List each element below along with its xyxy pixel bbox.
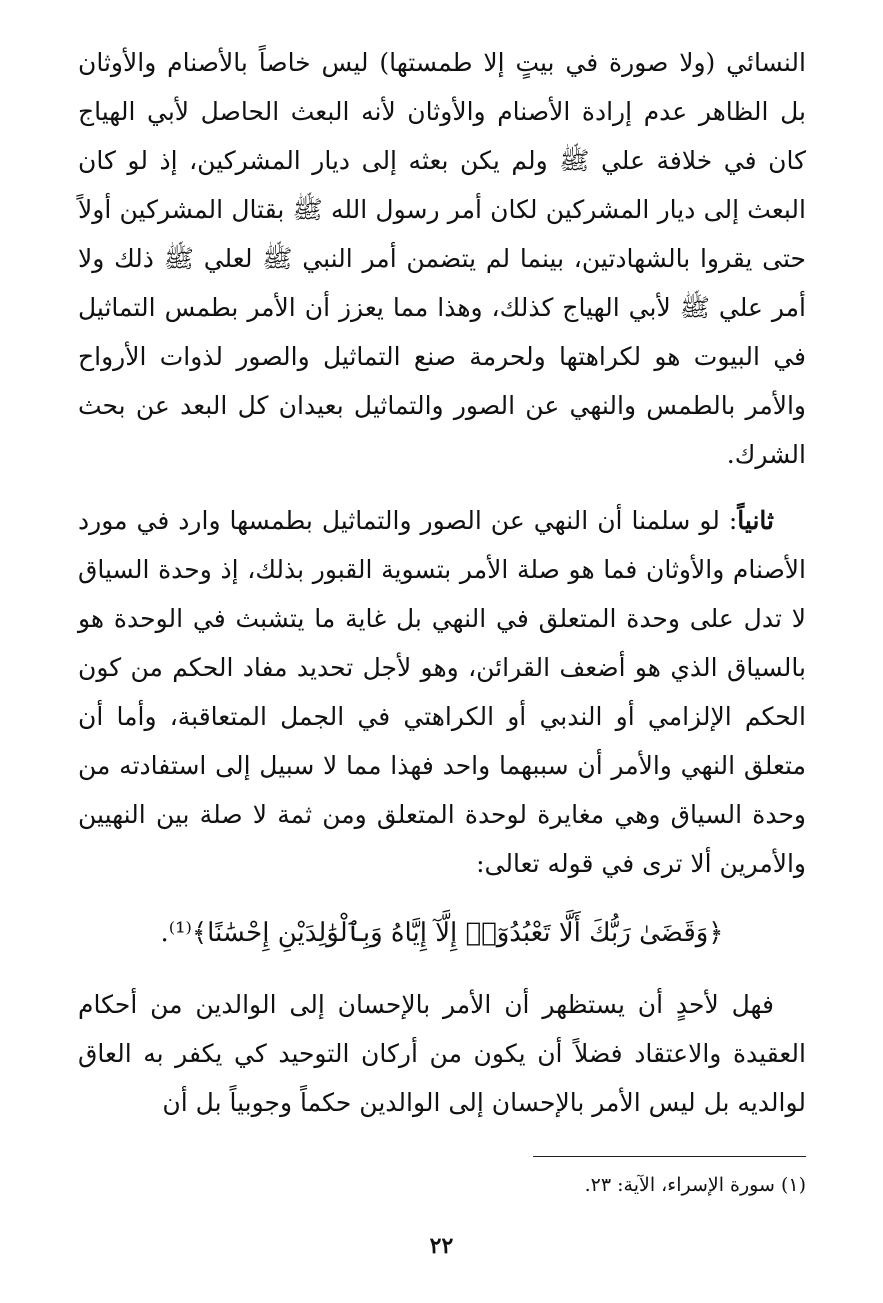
paragraph-text: : لو سلمنا أن النهي عن الصور والتماثيل بطمسها وارد في مورد الأصنام والأوثان فما هو صلة الأمر بتسوية القبور بذلك، إذ وحدة السياق لا تدل على وحدة المتعلق في النهي بل غاية ما يتشبث في الوحدة هو بالسياق الذي هو أضعف القرائن، وهو لأجل تحديد مفاد الحكم من كون الحكم الإلزامي أو الندبي أو الكراهتي في الجمل المتعاقبة، وأما أن متعلق النهي والأمر أن سببهما واحد فهذا مما لا سبيل إلى استفادته من وحدة السياق وهي مغايرة لوحدة المتعلق ومن ثمة لا صلة بين النهيين والأمرين ألا ترى في قوله تعالى: — [78, 506, 806, 878]
paragraph — [78, 980, 806, 1127]
footnote-divider — [533, 1156, 806, 1157]
paragraph-text-block — [78, 496, 806, 888]
page-number: ٢٢ — [429, 1233, 454, 1259]
paragraph-text: النسائي (ولا صورة في بيتٍ إلا طمستها) ليس خاصاً بالأصنام والأوثان بل الظاهر عدم إرادة الأصنام والأوثان لأنه البعث الحاصل لأبي الهياج كان في خلافة علي ﷺ ولم يكن بعثه إلى ديار المشركين، إذ لو كان البعث إلى ديار المشركين لكان أمر رسول الله ﷺ بقتال المشركين أولاً حتى يقروا بالشهادتين، بينما لم يتضمن أمر النبي ﷺ لعلي ﷺ ذلك ولا أمر علي ﷺ لأبي الهياج كذلك، وهذا مما يعزز أن الأمر بطمس التماثيل في البيوت هو لكراهتها ولحرمة صنع التماثيل والصور لذوات الأرواح والأمر بالطمس والنهي عن الصور والتماثيل بعيدان كل البعد عن بحث الشرك. — [78, 48, 806, 469]
paragraph — [78, 38, 806, 479]
verse-text: ﴿وَقَضَىٰ رَبُّكَ أَلَّا تَعْبُدُوٓا۟ إِلَّآ إِيَّاهُ وَبِٱلْوَٰلِدَيْنِ إِحْسَٰنًا﴾⁽¹⁾. — [160, 918, 724, 948]
paragraph — [78, 496, 806, 888]
paragraph-lead-word: ثانياً — [737, 506, 774, 535]
footnote: (١) سورة الإسراء، الآية: ٢٣. — [584, 1174, 806, 1196]
paragraph-text: فهل لأحدٍ أن يستظهر أن الأمر بالإحسان إلى الوالدين من أحكام العقيدة والاعتقاد فضلاً أن يكون من أركان التوحيد كي يكفر به العاق لوالديه بل ليس الأمر بالإحسان إلى الوالدين حكماً وجوبياً بل أن — [78, 990, 806, 1117]
quran-verse — [78, 909, 806, 958]
